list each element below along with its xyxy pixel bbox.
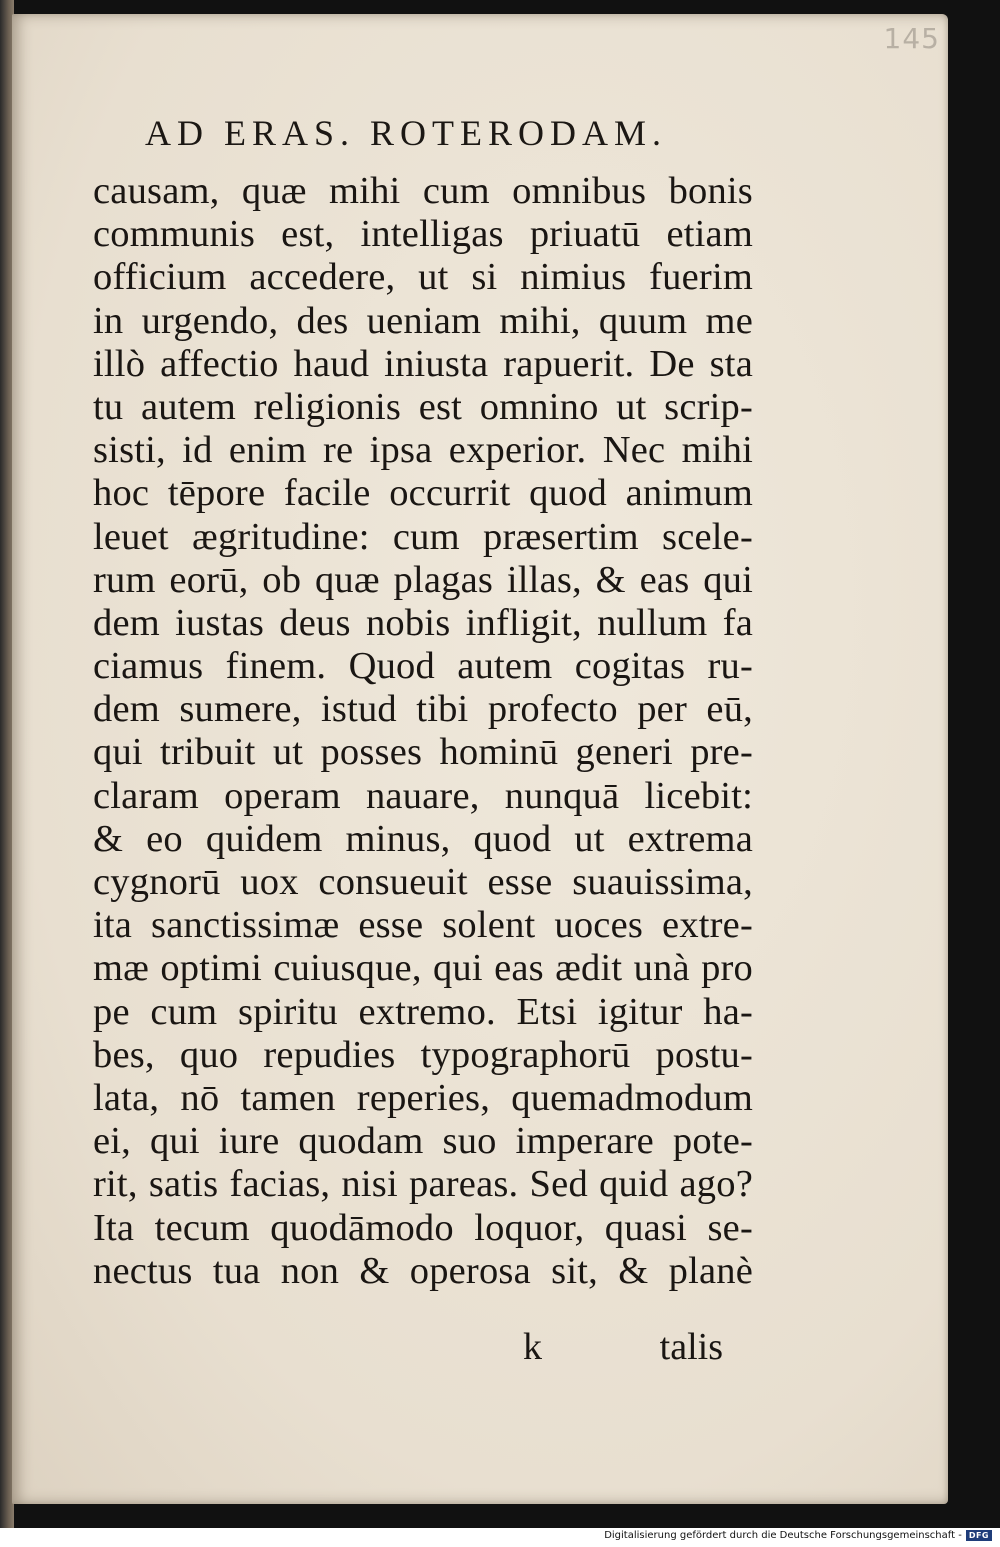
text-line-21: bes, quo repudies typographorū postu- bbox=[93, 1033, 753, 1076]
signature-mark: k bbox=[523, 1326, 542, 1368]
text-line-19: mæ optimi cuiusque, qui eas ædit unà pro bbox=[93, 947, 753, 990]
text-line-20: pe cum spiritu extremo. Etsi igitur ha- bbox=[93, 990, 753, 1033]
text-line-26: nectus tua non & operosa sit, & planè bbox=[93, 1249, 753, 1292]
text-line-12: ciamus finem. Quod autem cogitas ru- bbox=[93, 645, 753, 688]
text-line-16: & eo quidem minus, quod ut extrema bbox=[93, 817, 753, 860]
text-line-8: hoc tēpore facile occurrit quod animum bbox=[93, 472, 753, 515]
text-line-23: ei, qui iure quodam suo imperare pote- bbox=[93, 1120, 753, 1163]
text-line-17: cygnorū uox consueuit esse suauissima, bbox=[93, 861, 753, 903]
catchword: talis bbox=[659, 1326, 723, 1368]
text-line-22: lata, nō tamen reperies, quemadmodum bbox=[93, 1076, 753, 1119]
text-line-15: claram operam nauare, nunquā licebit: bbox=[93, 774, 753, 817]
text-line-7: sisti, id enim re ipsa experior. Nec mihi bbox=[93, 429, 753, 472]
funding-note-text: Digitalisierung gefördert durch die Deutsche Forschungsgemeinschaft - bbox=[604, 1530, 962, 1541]
text-line-11: dem iustas deus nobis infligit, nullum fa bbox=[93, 601, 753, 644]
text-line-6: tu autem religionis est omnino ut scrip- bbox=[93, 385, 753, 428]
text-line-13: dem sumere, istud tibi profecto per eū, bbox=[93, 688, 753, 731]
text-line-14: qui tribuit ut posses hominū generi pre- bbox=[93, 731, 753, 774]
text-line-2: communis est, intelligas priuatū etiam bbox=[93, 213, 753, 256]
funding-note bbox=[604, 1530, 992, 1541]
text-line-4: in urgendo, des ueniam mihi, quum me bbox=[93, 299, 753, 342]
text-line-18: ita sanctissimæ esse solent uoces extre- bbox=[93, 904, 753, 947]
folio-number: 145 bbox=[883, 22, 940, 55]
running-head: AD ERAS. ROTERODAM. bbox=[145, 113, 668, 153]
text-line-9: leuet ægritudine: cum præsertim scele- bbox=[93, 515, 753, 558]
page-foot bbox=[93, 1325, 723, 1371]
text-line-5: illò affectio haud iniusta rapuerit. De sta bbox=[93, 342, 753, 385]
text-line-10: rum eorū, ob quæ plagas illas, & eas qui bbox=[93, 558, 753, 601]
text-line-25: Ita tecum quodāmodo loquor, quasi se- bbox=[93, 1206, 753, 1249]
body-text bbox=[93, 170, 753, 1293]
dfg-logo: DFG bbox=[966, 1530, 992, 1541]
text-line-3: officium accedere, ut si nimius fuerim bbox=[93, 256, 753, 299]
text-line-24: rit, satis facias, nisi pareas. Sed quid ago? bbox=[93, 1163, 753, 1206]
text-line-1: causam, quæ mihi cum omnibus bonis bbox=[93, 170, 753, 212]
